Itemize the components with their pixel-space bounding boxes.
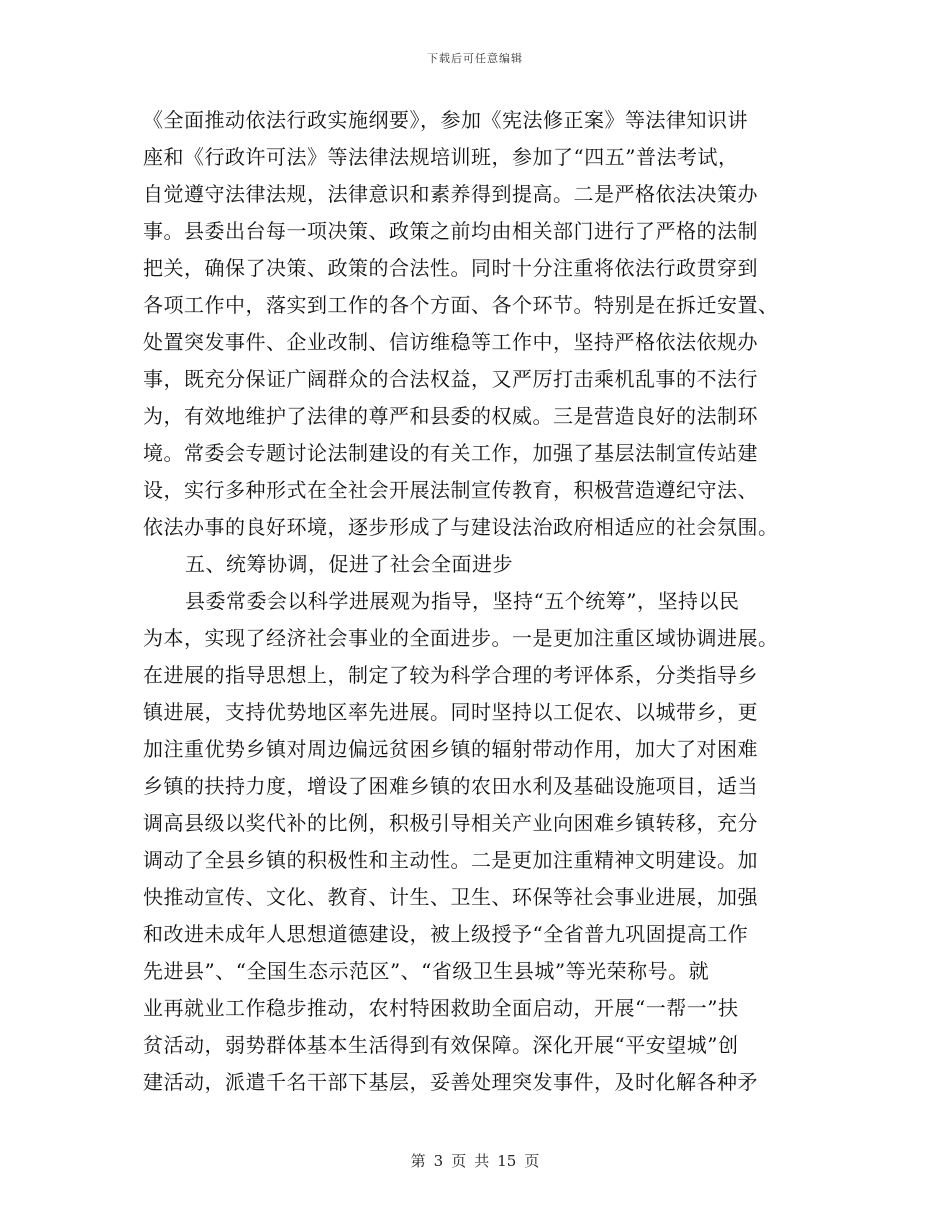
text-line: 依法办事的良好环境，逐步形成了与建设法治政府相适应的社会氛围。 <box>143 515 779 539</box>
text-line: 调高县级以奖代补的比例，积极引导相关产业向困难乡镇转移，充分 <box>143 811 758 835</box>
text-line: 业再就业工作稳步推动，农村特困救助全面启动，开展“一帮一”扶 <box>143 996 739 1020</box>
text-line: 建活动，派遣千名干部下基层，妥善处理突发事件，及时化解各种矛 <box>143 1070 758 1094</box>
footer-gong: 共 <box>474 1152 490 1170</box>
total-page-count: 15 <box>497 1152 517 1170</box>
text-line: 为本，实现了经济社会事业的全面进步。一是更加注重区域协调进展。 <box>143 626 779 650</box>
text-line: 各项工作中，落实到工作的各个方面、各个环节。特别是在拆迁安置、 <box>143 293 779 317</box>
text-line: 快推动宣传、文化、教育、计生、卫生、环保等社会事业进展，加强 <box>143 885 758 909</box>
page-header-note: 下载后可任意编辑 <box>427 52 523 65</box>
text-line: 县委常委会以科学进展观为指导，坚持“五个统筹”，坚持以民 <box>185 589 740 613</box>
text-line: 自觉遵守法律法规，法律意识和素养得到提高。二是严格依法决策办 <box>143 182 758 206</box>
page-number-footer <box>0 1150 950 1171</box>
text-line: 处置突发事件、企业改制、信访维稳等工作中，坚持严格依法依规办 <box>143 330 758 354</box>
text-line: 贫活动，弱势群体基本生活得到有效保障。深化开展“平安望城”创 <box>143 1033 739 1057</box>
text-line: 座和《行政许可法》等法律法规培训班，参加了“四五”普法考试， <box>143 145 739 169</box>
text-line: 把关，确保了决策、政策的合法性。同时十分注重将依法行政贯穿到 <box>143 256 758 280</box>
footer-ye: 页 <box>451 1152 467 1170</box>
text-line: 设，实行多种形式在全社会开展法制宣传教育，积极营造遵纪守法、 <box>143 478 758 502</box>
text-line: 事。县委出台每一项决策、政策之前均由相关部门进行了严格的法制 <box>143 219 758 243</box>
current-page-number: 3 <box>433 1152 444 1170</box>
text-line: 镇进展，支持优势地区率先进展。同时坚持以工促农、以城带乡，更 <box>143 700 758 724</box>
text-line: 加注重优势乡镇对周边偏远贫困乡镇的辐射带动作用，加大了对困难 <box>143 737 758 761</box>
text-line: 为，有效地维护了法律的尊严和县委的权威。三是营造良好的法制环 <box>143 404 758 428</box>
section-heading: 五、统筹协调，促进了社会全面进步 <box>185 552 513 576</box>
text-line: 《全面推动依法行政实施纲要》，参加《宪法修正案》等法律知识讲 <box>143 108 748 132</box>
footer-di: 第 <box>410 1152 426 1170</box>
text-line: 乡镇的扶持力度，增设了困难乡镇的农田水利及基础设施项目，适当 <box>143 774 758 798</box>
text-line: 和改进未成年人思想道德建设，被上级授予“全省普九巩固提高工作 <box>143 922 749 946</box>
text-line: 调动了全县乡镇的积极性和主动性。二是更加注重精神文明建设。加 <box>143 848 758 872</box>
text-line: 事，既充分保证广阔群众的合法权益，又严厉打击乘机乱事的不法行 <box>143 367 758 391</box>
footer-ye2: 页 <box>524 1152 540 1170</box>
document-body <box>143 102 811 1101</box>
text-line: 先进县”、“全国生态示范区”、“省级卫生县城”等光荣称号。就 <box>143 959 710 983</box>
text-line: 境。常委会专题讨论法制建设的有关工作，加强了基层法制宣传站建 <box>143 441 758 465</box>
text-line: 在进展的指导思想上，制定了较为科学合理的考评体系，分类指导乡 <box>143 663 758 687</box>
